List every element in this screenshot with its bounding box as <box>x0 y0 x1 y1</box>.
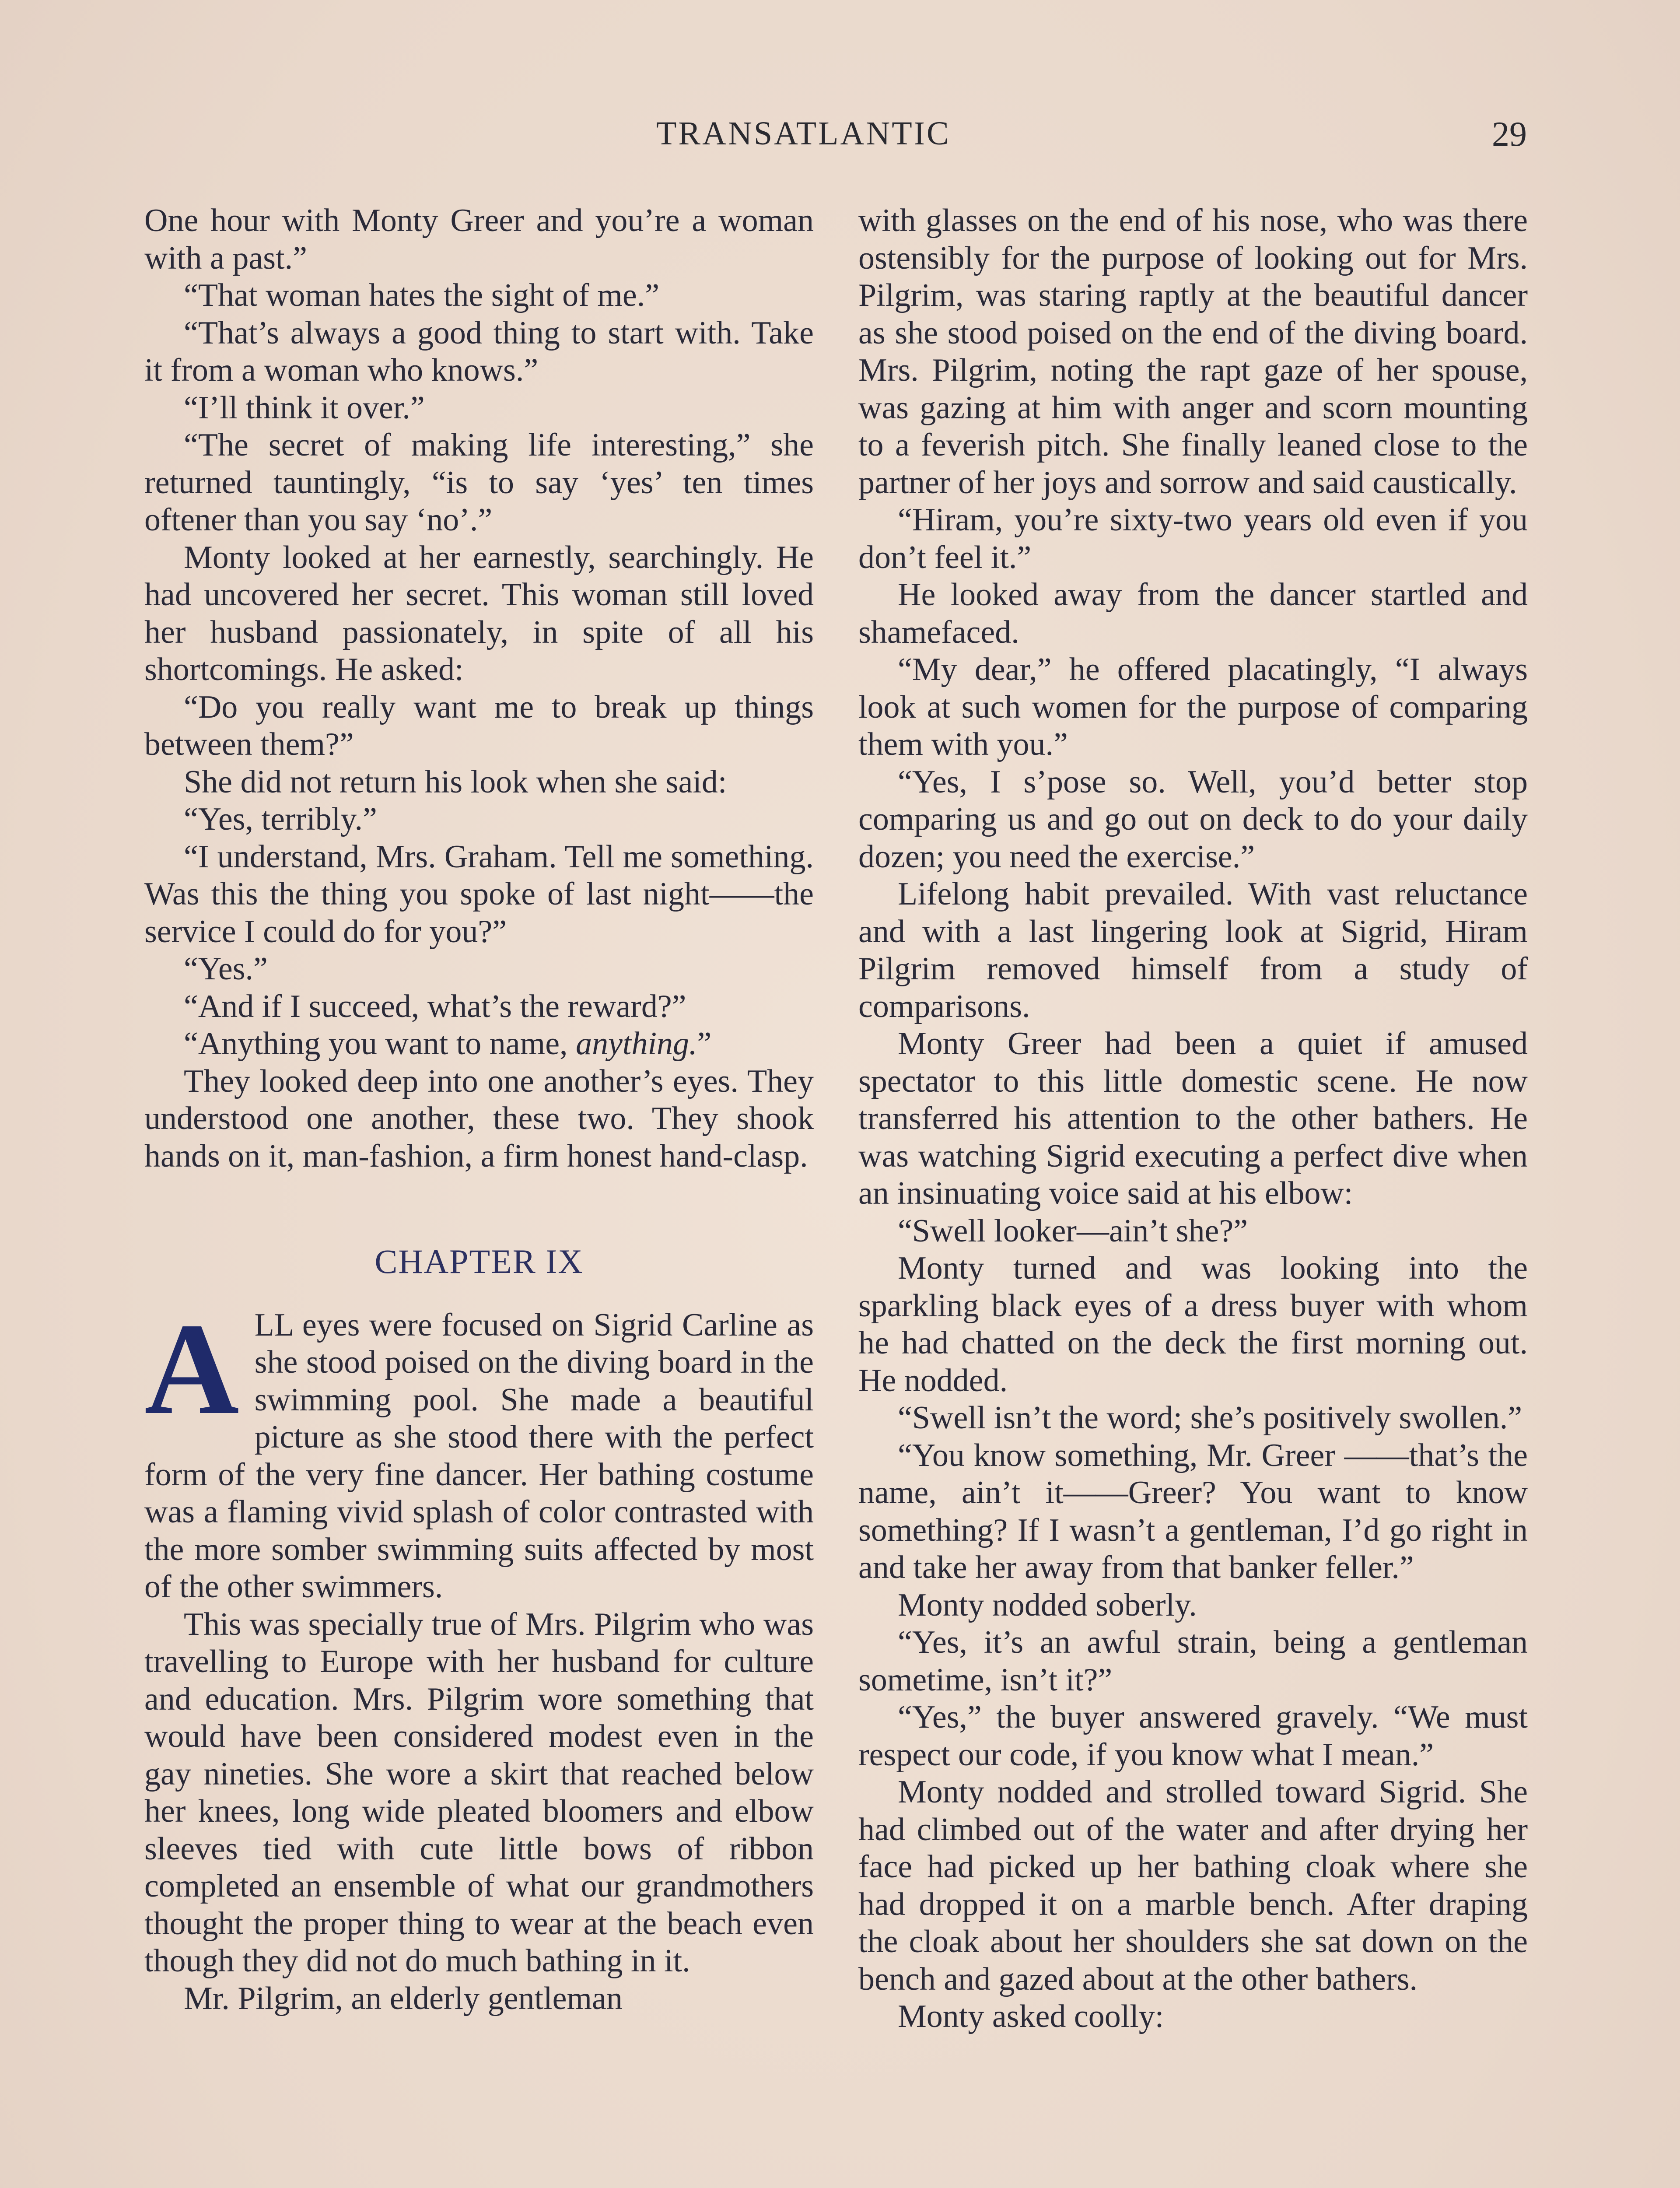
paragraph: “I’ll think it over.” <box>184 389 425 426</box>
paragraph: “Swell isn’t the word; she’s positively swollen.” <box>898 1400 1522 1436</box>
italic-text: anything. <box>576 1026 697 1062</box>
paragraph: “The secret of making life interesting,” she returned tauntingly, “is to say ‘yes’ ten times oftener than you say ‘no’.” <box>144 427 814 538</box>
paragraph: “Yes, terribly.” <box>184 801 377 837</box>
paragraph: One hour with Monty Greer and you’re a woman with a past.” <box>144 203 814 276</box>
paragraph: “Swell looker—ain’t she?” <box>898 1213 1248 1249</box>
paragraph: “Yes, I s’pose so. Well, you’d better stop comparing us and go out on deck to do your daily dozen; you need the exercise.” <box>858 764 1528 875</box>
paragraph: Monty Greer had been a quiet if amused spectator to this little domestic scene. He now transferred his attention to the other bathers. He was watching Sigrid executing a perfect dive when an insinuating voice said at his elbow: <box>858 1026 1528 1211</box>
text-run: “Anything you want to name, <box>184 1026 576 1062</box>
paragraph: “You know something, Mr. Greer ——that’s the name, ain’t it——Greer? You want to know something? If I wasn’t a gentleman, I’d go right in and take her away from that banker feller.” <box>858 1437 1528 1585</box>
drop-cap: A <box>144 1296 239 1441</box>
paragraph <box>144 1025 814 1063</box>
running-title: TRANSATLANTIC <box>656 115 951 152</box>
paragraph: “That woman hates the sight of me.” <box>184 277 660 313</box>
paragraph: “I understand, Mrs. Graham. Tell me something. Was this the thing you spoke of last night——the service I could do for you?” <box>144 838 814 950</box>
paragraph: “My dear,” he offered placatingly, “I always look at such women for the purpose of comparing them with you.” <box>858 652 1528 762</box>
paragraph: “And if I succeed, what’s the reward?” <box>184 988 686 1024</box>
paragraph: Monty nodded and strolled toward Sigrid. She had climbed out of the water and after drying her face had picked up her bathing cloak where she had dropped it on a marble bench. After draping the cloak about her shoulders she sat down on the bench and gazed about at the other bathers. <box>858 1774 1528 1997</box>
paragraph: “Yes.” <box>184 951 268 987</box>
paragraph: “Yes, it’s an awful strain, being a gentleman sometime, isn’t it?” <box>858 1624 1528 1698</box>
paragraph: Monty nodded soberly. <box>898 1587 1197 1623</box>
left-column <box>144 202 814 2017</box>
paragraph: Mr. Pilgrim, an elderly gentleman <box>184 1980 623 2016</box>
paragraph: They looked deep into one another’s eyes. They understood one another, these two. They shook hands on it, man-fashion, a firm honest hand-clasp. <box>144 1063 814 1174</box>
page-number: 29 <box>1492 115 1527 154</box>
paragraph: “Do you really want me to break up things between them?” <box>144 689 814 762</box>
paragraph: Monty looked at her earnestly, searchingly. He had uncovered her secret. This woman still loved her husband passionately, in spite of all his shortcomings. He asked: <box>144 539 814 687</box>
right-column <box>858 202 1528 2036</box>
paragraph: Lifelong habit prevailed. With vast reluctance and with a last lingering look at Sigrid, Hiram Pilgrim removed himself from a study of comparisons. <box>858 876 1528 1024</box>
paragraph: “Yes,” the buyer answered gravely. “We must respect our code, if you know what I mean.” <box>858 1699 1528 1773</box>
opening-text: LL eyes were focused on Sigrid Carline as she stood poised on the diving board in the swimming pool. She made a beautiful picture as she stood there with the perfect form of the very fine dancer. Her bathing costume was a flaming vivid splash of color contrasted with the more somber swimming suits affected by most of the other swimmers. <box>144 1307 814 1605</box>
paragraph: Monty asked coolly: <box>898 1999 1164 2034</box>
chapter-heading: CHAPTER IX <box>374 1242 584 1280</box>
paragraph: Monty turned and was looking into the sparkling black eyes of a dress buyer with whom he had chatted on the deck the first morning out. He nodded. <box>858 1250 1528 1399</box>
paragraph: She did not return his look when she said: <box>184 764 727 800</box>
chapter-opening-paragraph <box>144 1296 814 1606</box>
paragraph: “Hiram, you’re sixty-two years old even if you don’t feel it.” <box>858 502 1528 575</box>
paragraph: “That’s always a good thing to start with. Take it from a woman who knows.” <box>144 315 814 388</box>
paragraph: with glasses on the end of his nose, who was there ostensibly for the purpose of looking out for Mrs. Pilgrim, was staring raptly at the beautiful dancer as she stood poised on the end of the diving board. Mrs. Pilgrim, noting the rapt gaze of her spouse, was gazing at him with anger and scorn mounting to a feverish pitch. She finally leaned close to the partner of her joys and sorrow and said caustically. <box>858 203 1528 501</box>
paragraph: He looked away from the dancer startled and shamefaced. <box>858 577 1528 650</box>
paragraph: This was specially true of Mrs. Pilgrim who was travelling to Europe with her husband for culture and education. Mrs. Pilgrim wore something that would have been considered modest even in the gay nineties. She wore a skirt that reached below her knees, long wide pleated bloomers and elbow sleeves tied with cute little bows of ribbon completed an ensemble of what our grandmothers thought the proper thing to wear at the beach even though they did not do much bathing in it. <box>144 1606 814 1979</box>
text-run: ” <box>697 1026 712 1062</box>
